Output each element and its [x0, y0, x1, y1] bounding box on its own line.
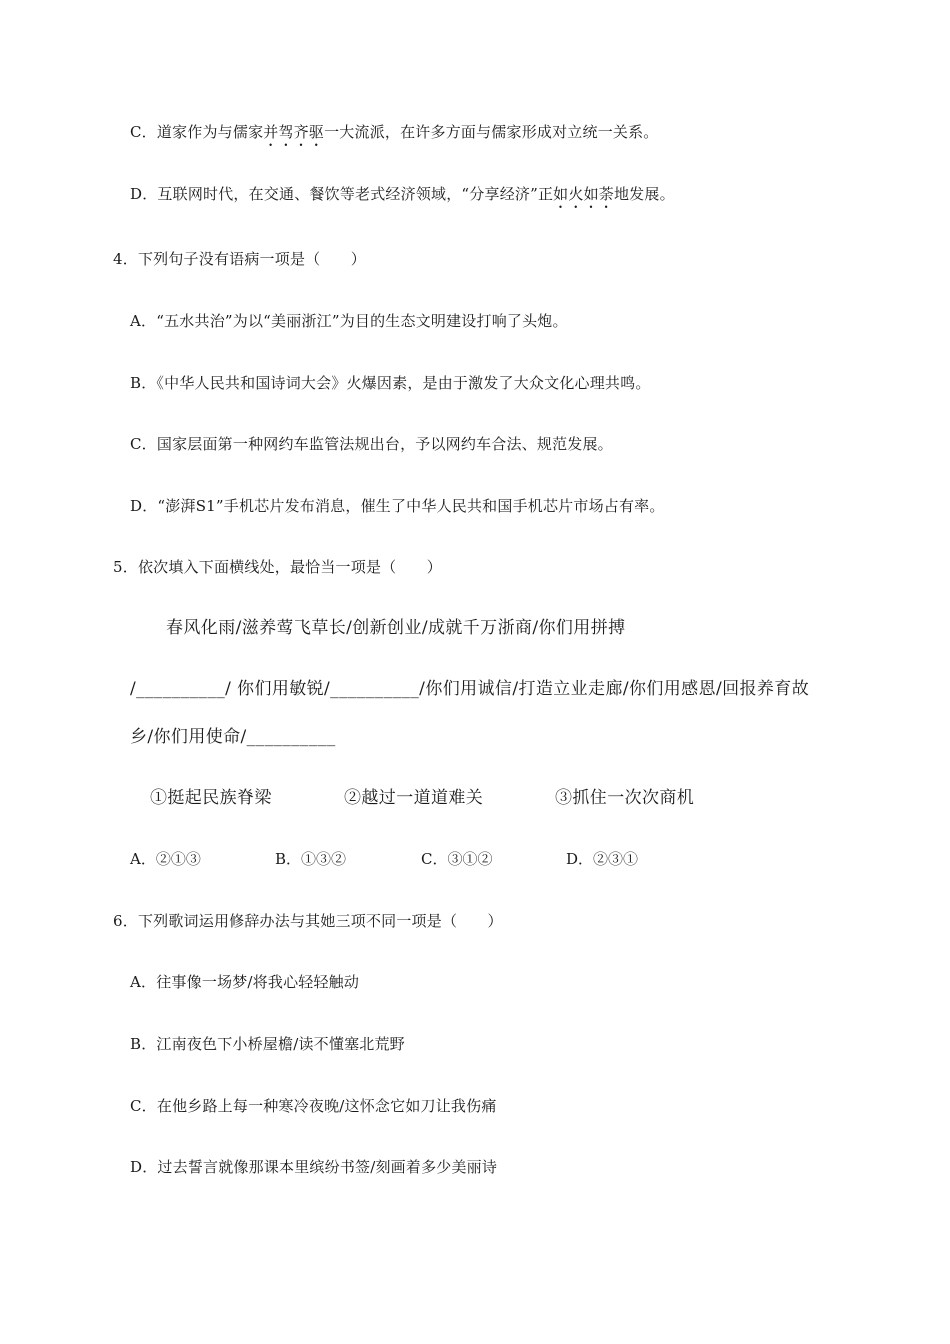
q4-option-a: A．“五水共治”为以“美丽浙江”为目的生态文明建设打响了头炮。	[130, 312, 568, 330]
q4-option-c: C．国家层面第一种网约车监管法规出台，予以网约车合法、规范发展。	[130, 435, 613, 453]
q3-option-c-suffix: 一大流派，在许多方面与儒家形成对立统一关系。	[324, 123, 659, 141]
q5-passage-line-1: 春风化雨/滋养莺飞草长/创新创业/成就千万浙商/你们用拼搏	[166, 618, 626, 638]
q4-stem: 4．下列句子没有语病一项是（ ）	[113, 250, 366, 268]
q3-option-c-marked-word: 并驾齐驱	[263, 123, 325, 141]
q6-stem: 6．下列歌词运用修辞办法与其她三项不同一项是（ ）	[113, 912, 503, 930]
q5-passage-line-3: 乡/你们用使命/__________	[130, 727, 336, 747]
q3-option-c-prefix: C．道家作为与儒家	[130, 123, 264, 141]
q5-option-d: D．②③①	[566, 850, 639, 868]
q3-option-c	[130, 122, 659, 150]
q3-option-d-marked-word: 如火如荼	[553, 185, 614, 203]
q3-option-d-suffix: 地发展。	[613, 185, 675, 203]
q3-option-d	[130, 184, 675, 212]
q5-option-c: C．③①②	[421, 850, 493, 868]
q5-phrase-3: ③抓住一次次商机	[555, 788, 695, 808]
q6-option-d: D．过去誓言就像那课本里缤纷书签/刻画着多少美丽诗	[130, 1158, 498, 1176]
q5-phrase-2: ②越过一道道难关	[344, 788, 484, 808]
q5-option-b: B．①③②	[275, 850, 347, 868]
q3-option-d-prefix: D．互联网时代，在交通、餐饮等老式经济领域，“分享经济”正	[130, 185, 554, 203]
q4-option-d: D．“澎湃S1”手机芯片发布消息，催生了中华人民共和国手机芯片市场占有率。	[130, 497, 665, 515]
q6-option-a: A．往事像一场梦/将我心轻轻触动	[130, 973, 360, 991]
q6-option-b: B．江南夜色下小桥屋檐/读不懂塞北荒野	[130, 1035, 405, 1053]
q6-option-c: C．在他乡路上每一种寒冷夜晚/这怀念它如刀让我伤痛	[130, 1097, 497, 1115]
q5-stem: 5．依次填入下面横线处，最恰当一项是（ ）	[113, 558, 442, 576]
q5-phrase-1: ①挺起民族脊梁	[150, 788, 272, 808]
q5-passage-line-2: /__________/ 你们用敏锐/__________/你们用诚信/打造立业走廊/你们用感恩/回报养育故	[130, 679, 810, 699]
q4-option-b: B．《中华人民共和国诗词大会》火爆因素，是由于激发了大众文化心理共鸣。	[130, 374, 651, 392]
q5-option-a: A．②①③	[130, 850, 201, 868]
